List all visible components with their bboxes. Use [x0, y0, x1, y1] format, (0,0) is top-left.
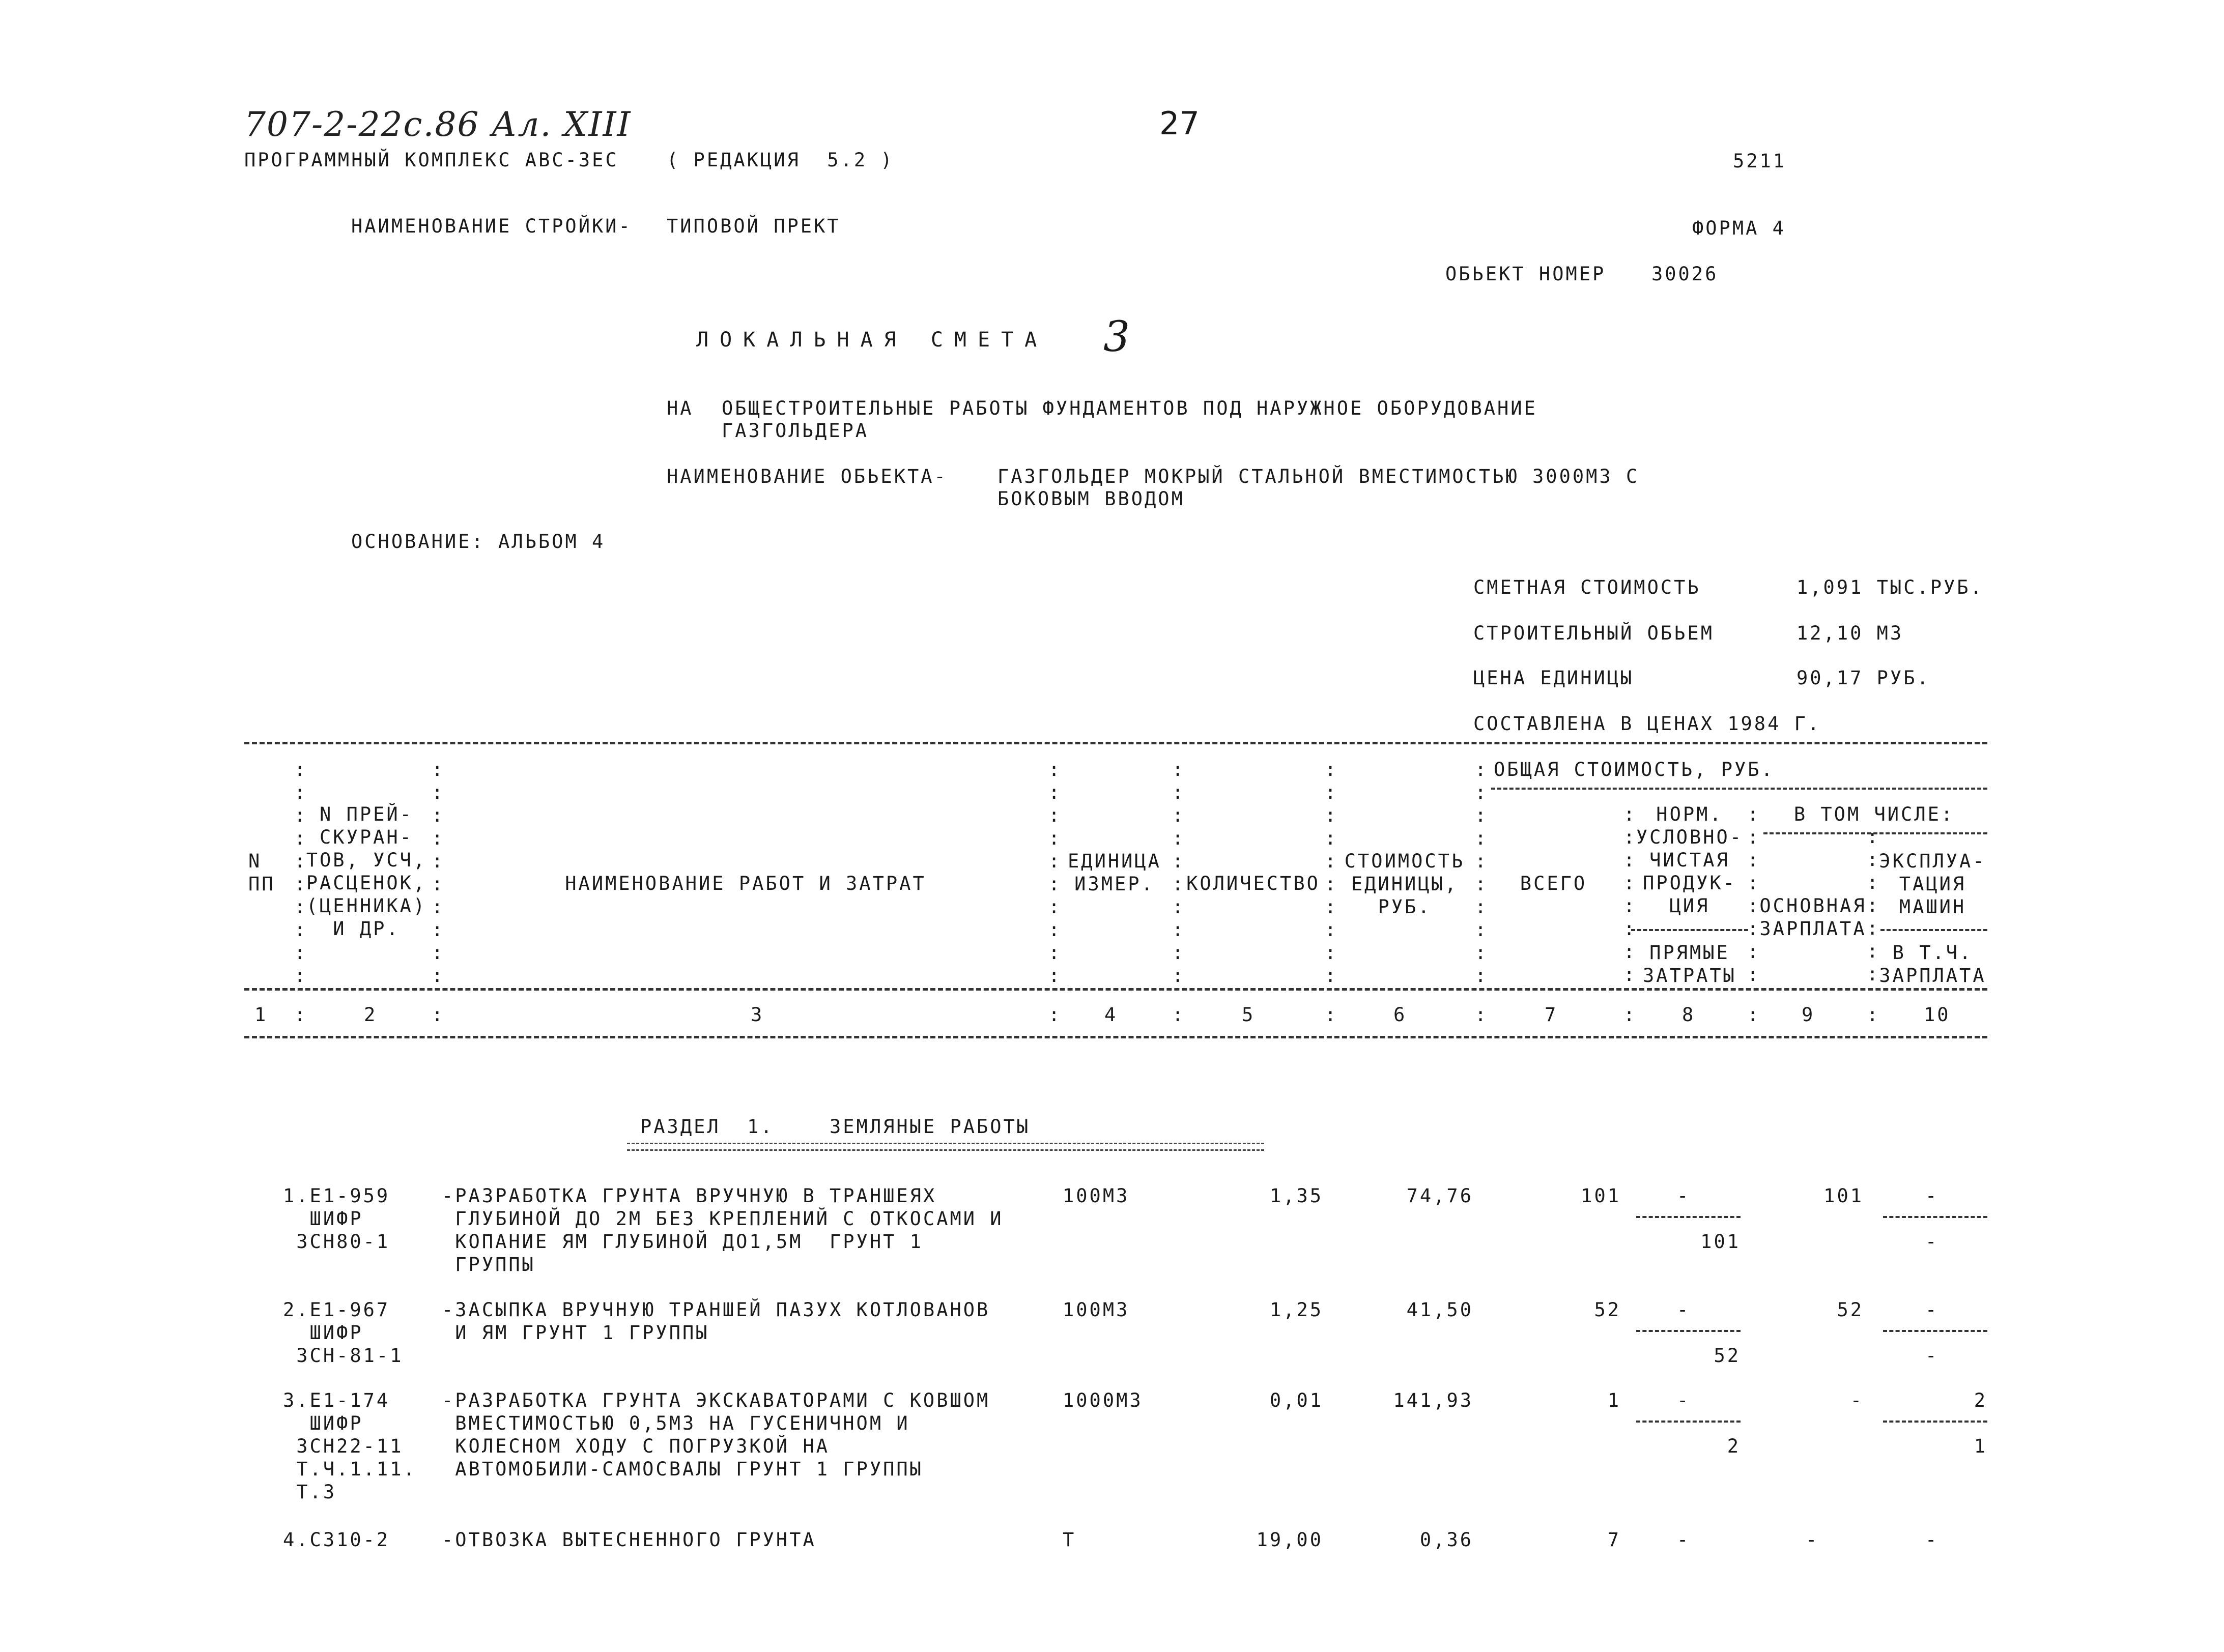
col-header-number: N ПП	[248, 850, 275, 895]
col-number-9: 9	[1802, 1004, 1815, 1026]
row-3-unit: 1000М3	[1063, 1389, 1143, 1411]
row-1-base-salary: 101	[1823, 1185, 1864, 1207]
unit-price-label: ЦЕНА ЕДИНИЦЫ	[1473, 667, 1634, 689]
row-2-work-name: -ЗАСЫПКА ВРУЧНУЮ ТРАНШЕЙ ПАЗУХ КОТЛОВАНОВ И ЯМ ГРУНТ 1 ГРУППЫ	[442, 1299, 990, 1344]
col-number-sep: :	[1475, 1004, 1489, 1026]
table-top-rule	[244, 742, 1987, 744]
row-2-base-salary: 52	[1837, 1299, 1864, 1321]
estimated-cost-value: 1,091 ТЫС.РУБ.	[1797, 576, 1984, 598]
section-underline	[627, 1143, 1264, 1151]
object-name-line2: БОКОВЫМ ВВОДОМ	[997, 488, 1185, 510]
page-number: 27	[1159, 105, 1200, 142]
col-header-total-cost-group: ОБЩАЯ СТОИМОСТЬ, РУБ.	[1494, 759, 1775, 780]
row-3-machine-salary: 1	[1974, 1435, 1987, 1457]
col-number-sep: :	[432, 1004, 445, 1026]
object-number-value: 30026	[1651, 263, 1719, 285]
row-2-net-rule	[1636, 1330, 1741, 1332]
row-1-net-product: -	[1677, 1185, 1691, 1207]
machine-rule	[1880, 929, 1987, 931]
row-3-code: 3.Е1-174 ШИФР 3СН22-11 Т.Ч.1.11. Т.3	[283, 1389, 417, 1503]
col-header-machine-salary: В Т.Ч. ЗАРПЛАТА	[1879, 942, 1986, 987]
col-number-1: 1	[254, 1004, 268, 1026]
row-1-unit-cost: 74,76	[1406, 1185, 1473, 1207]
document-code: 5211	[1733, 150, 1787, 172]
row-1-machine-operation: -	[1925, 1185, 1939, 1207]
row-2-unit: 100М3	[1063, 1299, 1130, 1321]
unit-price-value: 90,17 РУБ.	[1797, 667, 1930, 689]
row-3-direct-costs: 2	[1727, 1435, 1741, 1457]
row-1-code: 1.Е1-959 ШИФР 3СН80-1	[283, 1185, 390, 1253]
row-3-net-product: -	[1677, 1389, 1691, 1411]
col-header-quantity: КОЛИЧЕСТВО	[1186, 873, 1320, 894]
work-on-label: НА	[667, 397, 694, 419]
col-header-code: N ПРЕЙ- СКУРАН- ТОВ, УСЧ, РАСЦЕНОК, (ЦЕННИКА) И ДР.	[306, 803, 427, 940]
work-description-line1: ОБЩЕСТРОИТЕЛЬНЫЕ РАБОТЫ ФУНДАМЕНТОВ ПОД НАРУЖНОЕ ОБОРУДОВАНИЕ	[722, 397, 1537, 419]
col-number-7: 7	[1545, 1004, 1558, 1026]
edition-label: ( РЕДАКЦИЯ 5.2 )	[667, 149, 894, 171]
row-2-total: 52	[1594, 1299, 1621, 1321]
col-separator-9: : : : : : : :	[1867, 826, 1880, 985]
row-1-unit: 100М3	[1063, 1185, 1130, 1207]
row-4-code: 4.С310-2	[283, 1529, 390, 1551]
row-2-direct-costs: 52	[1714, 1345, 1741, 1367]
col-header-total: ВСЕГО	[1520, 873, 1587, 894]
col-number-sep: :	[1172, 1004, 1186, 1026]
row-4-base-salary: -	[1806, 1529, 1819, 1551]
col-separator-4: : : : : : : : : : :	[1172, 759, 1186, 987]
building-volume-value: 12,10 М3	[1797, 622, 1904, 644]
col-header-machine-operation: ЭКСПЛУА- ТАЦИЯ МАШИН	[1879, 850, 1986, 918]
col-number-8: 8	[1682, 1004, 1696, 1026]
col-number-sep: :	[1747, 1004, 1761, 1026]
col-separator-5: : : : : : : : : : :	[1325, 759, 1338, 987]
col-separator-1: : : : : : : : : : :	[294, 759, 308, 987]
col-number-6: 6	[1393, 1004, 1407, 1026]
row-1-machine-salary: -	[1925, 1231, 1939, 1253]
col-separator-2: : : : : : : : : : :	[432, 759, 445, 987]
row-1-total: 101	[1581, 1185, 1621, 1207]
row-2-machine-operation: -	[1925, 1299, 1939, 1321]
building-volume-label: СТРОИТЕЛЬНЫЙ ОБЬЕМ	[1473, 622, 1714, 644]
including-group-rule	[1763, 832, 1987, 834]
handwritten-album-code: 707-2-22с.86 Ал. XIII	[244, 105, 632, 144]
row-3-base-salary: -	[1850, 1389, 1864, 1411]
row-3-quantity: 0,01	[1269, 1389, 1323, 1411]
row-4-machine-operation: -	[1925, 1529, 1939, 1551]
row-2-code: 2.Е1-967 ШИФР 3СН-81-1	[283, 1299, 404, 1367]
form-label: ФОРМА 4	[1692, 217, 1786, 239]
col-header-including-group: В ТОМ ЧИСЛЕ:	[1793, 803, 1955, 825]
col-separator-7: : : : : : : : :	[1623, 803, 1637, 986]
row-4-unit: Т	[1063, 1529, 1076, 1551]
row-4-quantity: 19,00	[1256, 1529, 1323, 1551]
col-header-direct-costs: ПРЯМЫЕ ЗАТРАТЫ	[1643, 942, 1736, 987]
row-4-total: 7	[1607, 1529, 1621, 1551]
total-group-rule	[1491, 788, 1987, 790]
col-header-net-product: НОРМ. УСЛОВНО- ЧИСТАЯ ПРОДУК- ЦИЯ	[1636, 803, 1744, 917]
construction-label: НАИМЕНОВАНИЕ СТРОЙКИ-	[351, 215, 632, 237]
net-product-rule	[1631, 929, 1748, 931]
construction-value: ТИПОВОЙ ПРЕКТ	[667, 215, 841, 237]
estimate-number: 3	[1103, 313, 1130, 361]
row-2-unit-cost: 41,50	[1406, 1299, 1473, 1321]
row-2-quantity: 1,25	[1269, 1299, 1323, 1321]
basis-label: ОСНОВАНИЕ: АЛЬБОМ 4	[351, 531, 606, 553]
row-4-unit-cost: 0,36	[1419, 1529, 1473, 1551]
object-name-line1: ГАЗГОЛЬДЕР МОКРЫЙ СТАЛЬНОЙ ВМЕСТИМОСТЬЮ 3000М3 С	[997, 466, 1640, 487]
row-2-machine-rule	[1883, 1330, 1987, 1332]
row-3-machine-rule	[1883, 1421, 1987, 1423]
row-4-work-name: -ОТВОЗКА ВЫТЕСНЕННОГО ГРУНТА	[442, 1529, 816, 1551]
row-3-total: 1	[1607, 1389, 1621, 1411]
col-number-3: 3	[751, 1004, 764, 1026]
col-header-base-salary: ОСНОВНАЯ ЗАРПЛАТА	[1759, 895, 1867, 940]
document-title: ЛОКАЛЬНАЯ СМЕТА	[696, 328, 1048, 352]
table-header-bottom-rule	[244, 988, 1987, 991]
work-description-line2: ГАЗГОЛЬДЕРА	[722, 420, 869, 442]
row-4-net-product: -	[1677, 1529, 1691, 1551]
col-separator-6: : : : : : : : : : :	[1475, 759, 1489, 987]
col-number-2: 2	[364, 1004, 378, 1026]
row-2-machine-salary: -	[1925, 1345, 1939, 1367]
col-separator-8: : : : : : : : :	[1747, 803, 1761, 986]
section-name: ЗЕМЛЯНЫЕ РАБОТЫ	[830, 1116, 1031, 1138]
row-3-unit-cost: 141,93	[1393, 1389, 1473, 1411]
col-number-sep: :	[1048, 1004, 1062, 1026]
row-3-work-name: -РАЗРАБОТКА ГРУНТА ЭКСКАВАТОРАМИ С КОВШОМ ВМЕСТИМОСТЬЮ 0,5М3 НА ГУСЕНИЧНОМ И КОЛЕСНОМ ХОДУ С ПОГРУЗКОЙ НА АВТОМОБИЛИ-САМОСВАЛЫ ГРУНТ 1 ГРУППЫ	[442, 1389, 990, 1480]
section-label: РАЗДЕЛ 1.	[640, 1116, 774, 1138]
row-1-quantity: 1,35	[1269, 1185, 1323, 1207]
col-number-sep: :	[294, 1004, 308, 1026]
price-basis-note: СОСТАВЛЕНА В ЦЕНАХ 1984 Г.	[1473, 713, 1821, 735]
col-header-unit: ЕДИНИЦА ИЗМЕР.	[1068, 850, 1161, 895]
row-1-machine-rule	[1883, 1216, 1987, 1218]
row-1-work-name: -РАЗРАБОТКА ГРУНТА ВРУЧНУЮ В ТРАНШЕЯХ ГЛУБИНОЙ ДО 2М БЕЗ КРЕПЛЕНИЙ С ОТКОСАМИ И КОПАНИЕ ЯМ ГЛУБИНОЙ ДО1,5М ГРУНТ 1 ГРУППЫ	[442, 1185, 1004, 1276]
col-number-10: 10	[1924, 1004, 1951, 1026]
col-header-unit-cost: СТОИМОСТЬ ЕДИНИЦЫ, РУБ.	[1344, 850, 1465, 918]
row-3-machine-operation: 2	[1974, 1389, 1987, 1411]
row-3-net-rule	[1636, 1421, 1741, 1423]
estimated-cost-label: СМЕТНАЯ СТОИМОСТЬ	[1473, 576, 1701, 598]
col-number-5: 5	[1242, 1004, 1256, 1026]
program-label: ПРОГРАММНЫЙ КОМПЛЕКС АВС-3ЕС	[244, 149, 619, 171]
col-header-work-name: НАИМЕНОВАНИЕ РАБОТ И ЗАТРАТ	[565, 873, 926, 894]
column-numbers-bottom-rule	[244, 1036, 1987, 1038]
col-number-sep: :	[1867, 1004, 1880, 1026]
row-1-net-rule	[1636, 1216, 1741, 1218]
col-number-sep: :	[1325, 1004, 1338, 1026]
row-1-direct-costs: 101	[1700, 1231, 1741, 1253]
row-2-net-product: -	[1677, 1299, 1691, 1321]
object-number-label: ОБЬЕКТ НОМЕР	[1445, 263, 1606, 285]
col-number-sep: :	[1623, 1004, 1637, 1026]
col-separator-3: : : : : : : : : : :	[1048, 759, 1062, 987]
col-number-4: 4	[1104, 1004, 1118, 1026]
object-name-label: НАИМЕНОВАНИЕ ОБЬЕКТА-	[667, 466, 948, 487]
